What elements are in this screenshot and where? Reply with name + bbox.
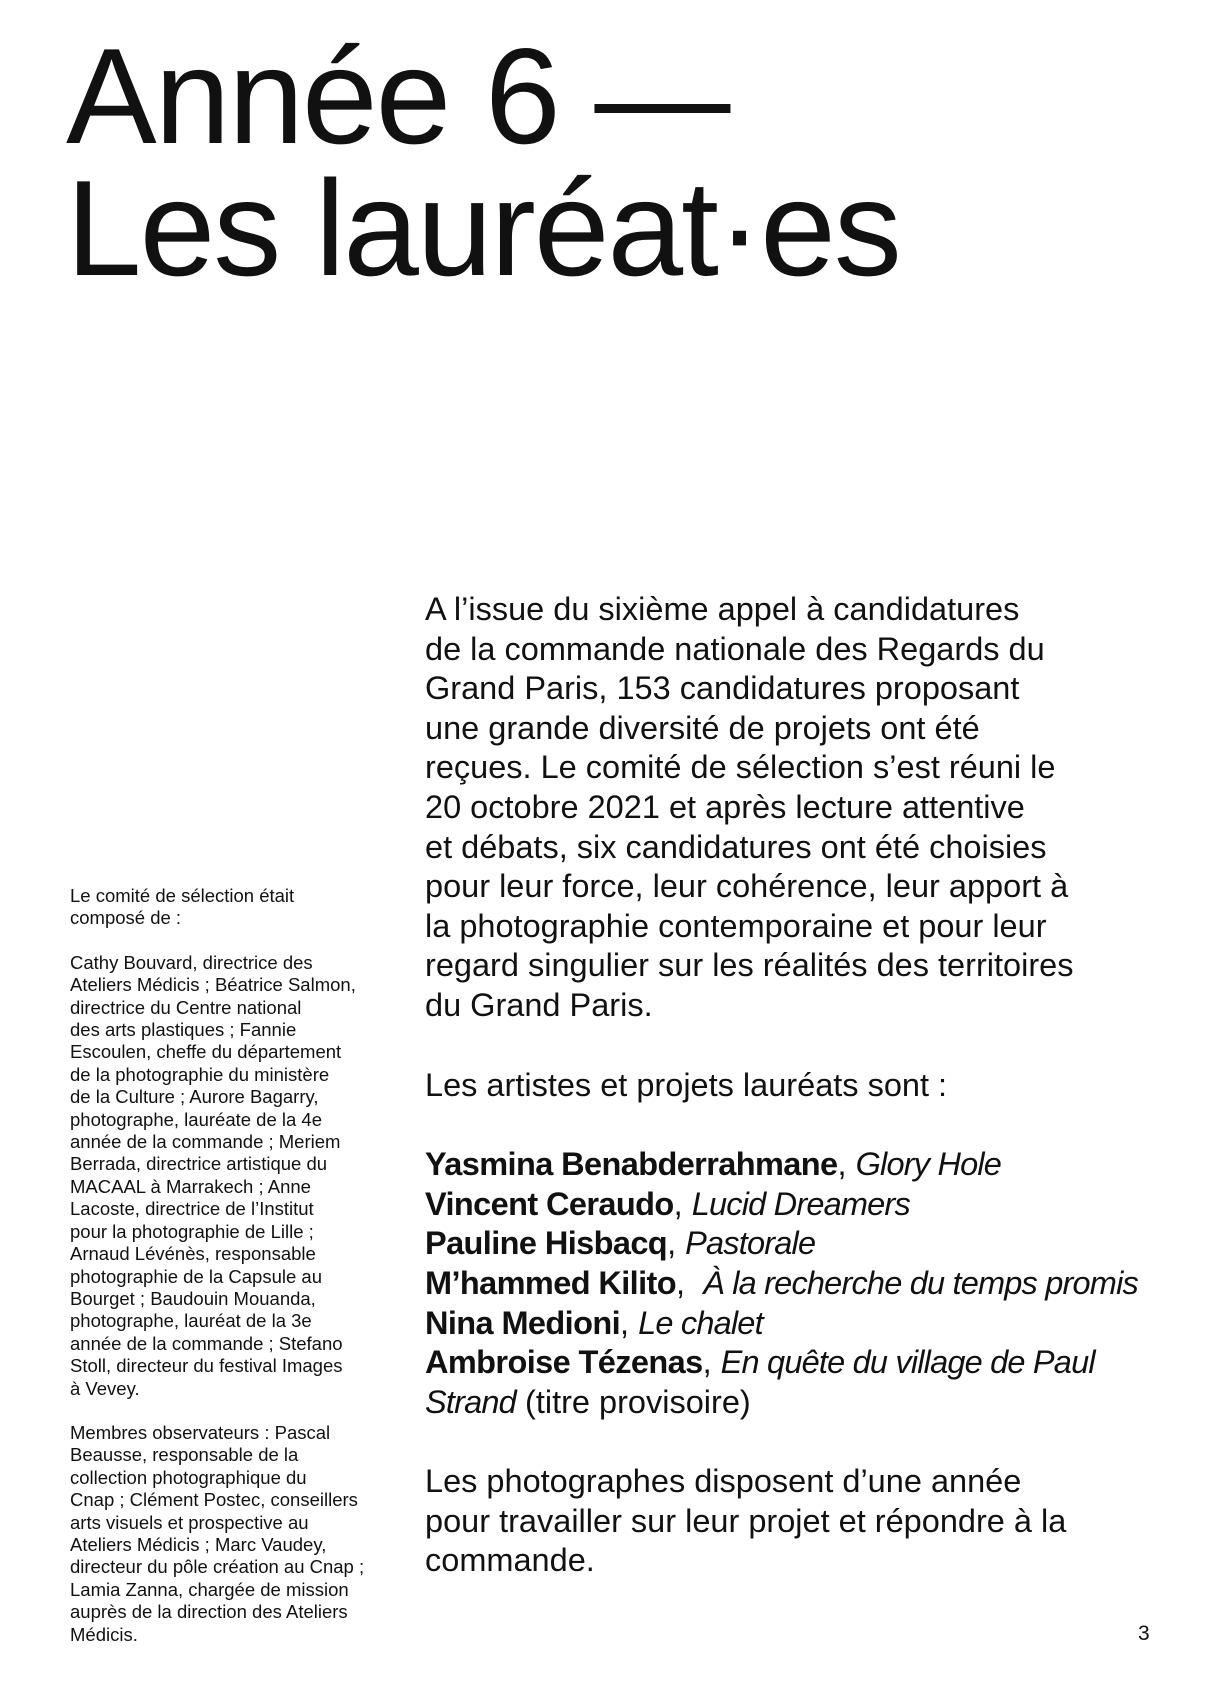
committee-members [70,952,400,1400]
text-line: de la Culture ; Aurore Bagarry, [70,1086,319,1108]
text-line: Cathy Bouvard, directrice des [70,951,313,973]
text-line: Médicis. [70,1623,138,1645]
selection-committee-sidebar [70,885,400,1668]
laureate-item: Nina Medioni, Le chalet [425,1304,763,1341]
text-line: A l’issue du sixième appel à candidatures [425,591,1020,627]
laureates-heading: Les artistes et projets lauréats sont : [425,1066,948,1103]
laureate-work: Pastorale [685,1225,816,1262]
text-line: regard singulier sur les réalités des territoires [425,947,1074,984]
text-line: Cnap ; Clément Postec, conseillers [70,1489,358,1511]
title-line-1: Année 6 — [66,20,729,172]
text-line: photographie de la Capsule au [70,1265,322,1287]
text-line: de la photographie du ministère [70,1063,330,1085]
text-line: Ateliers Médicis ; Marc Vaudey, [70,1533,327,1555]
text-line: Ateliers Médicis ; Béatrice Salmon, [70,974,356,996]
committee-intro [70,885,400,930]
text-line: arts visuels et prospective au [70,1511,309,1533]
text-line: pour leur force, leur cohérence, leur apport à [425,868,1069,905]
intro-paragraph [425,590,1185,1026]
laureate-name: Nina Medioni [425,1304,621,1341]
text-line: et débats, six candidatures ont été choisies [425,828,1047,865]
laureate-name: Vincent Ceraudo [425,1185,674,1222]
text-line: composé de : [70,907,182,929]
text-line: Lacoste, directrice de l’Institut [70,1198,314,1220]
observer-members [70,1422,400,1646]
text-line: 20 octobre 2021 et après lecture attentive [425,788,1025,825]
text-line: Arnaud Lévénès, responsable [70,1243,316,1265]
text-line: MACAAL à Marrakech ; Anne [70,1175,311,1197]
laureates-list [425,1145,1185,1422]
laureate-item: M’hammed Kilito, À la recherche du temps promis [425,1264,1138,1301]
laureate-item-continued [425,1383,1185,1423]
text-line: Le comité de sélection était [70,885,295,906]
page-title [66,20,900,304]
laureate-work: Le chalet [638,1304,763,1341]
text-line: à Vevey. [70,1377,140,1399]
laureate-work-continued: Strand [425,1383,516,1420]
text-line: des arts plastiques ; Fannie [70,1019,297,1041]
laureate-work: Glory Hole [855,1146,1002,1183]
laureate-name: Ambroise Tézenas [425,1344,703,1381]
text-line: du Grand Paris. [425,986,653,1023]
text-line: une grande diversité de projets ont été [425,709,980,746]
laureate-item: Vincent Ceraudo, Lucid Dreamers [425,1185,910,1222]
text-line: directrice du Centre national [70,996,302,1018]
text-line: année de la commande ; Stefano [70,1332,343,1354]
laureate-name: Pauline Hisbacq [425,1225,668,1262]
title-line-2: Les lauréat·es [66,152,900,304]
text-line: Membres observateurs : Pascal [70,1421,331,1443]
text-line: Escoulen, cheffe du département [70,1041,342,1063]
laureate-work: Lucid Dreamers [691,1185,910,1222]
text-line: Lamia Zanna, chargée de mission [70,1578,349,1600]
text-line: pour travailler sur leur projet et répondre à la [425,1502,1067,1539]
text-line: reçues. Le comité de sélection s’est réuni le [425,749,1056,786]
text-line: commande. [425,1542,595,1579]
laureate-item: Ambroise Tézenas, En quête du village de Paul [425,1344,1095,1381]
laureate-work: En quête du village de Paul [720,1344,1095,1381]
laureate-note: (titre provisoire) [525,1383,751,1420]
laureate-item: Yasmina Benabderrahmane, Glory Hole [425,1146,1002,1183]
page-number: 3 [1138,1622,1150,1645]
text-line: Beausse, responsable de la [70,1444,299,1466]
laureate-item: Pauline Hisbacq, Pastorale [425,1225,816,1262]
text-line: Grand Paris, 153 candidatures proposant [425,670,1020,707]
laureate-work: À la recherche du temps promis [703,1264,1138,1301]
text-line: auprès de la direction des Ateliers [70,1601,348,1623]
text-line: année de la commande ; Meriem [70,1131,341,1153]
closing-paragraph [425,1462,1185,1581]
text-line: Berrada, directrice artistique du [70,1153,328,1175]
text-line: Les photographes disposent d’une année [425,1463,1022,1500]
text-line: collection photographique du [70,1466,307,1488]
main-text [425,590,1185,1621]
text-line: de la commande nationale des Regards du [425,630,1045,667]
laureate-name: Yasmina Benabderrahmane [425,1146,838,1183]
text-line: photographe, lauréat de la 3e [70,1310,312,1332]
text-line: pour la photographie de Lille ; [70,1220,314,1242]
laureate-name: M’hammed Kilito [425,1264,677,1301]
text-line: Bourget ; Baudouin Mouanda, [70,1287,316,1309]
text-line: photographe, lauréate de la 4e [70,1108,323,1130]
text-line: la photographie contemporaine et pour leur [425,907,1047,944]
text-line: directeur du pôle création au Cnap ; [70,1556,365,1578]
text-line: Stoll, directeur du festival Images [70,1355,343,1377]
